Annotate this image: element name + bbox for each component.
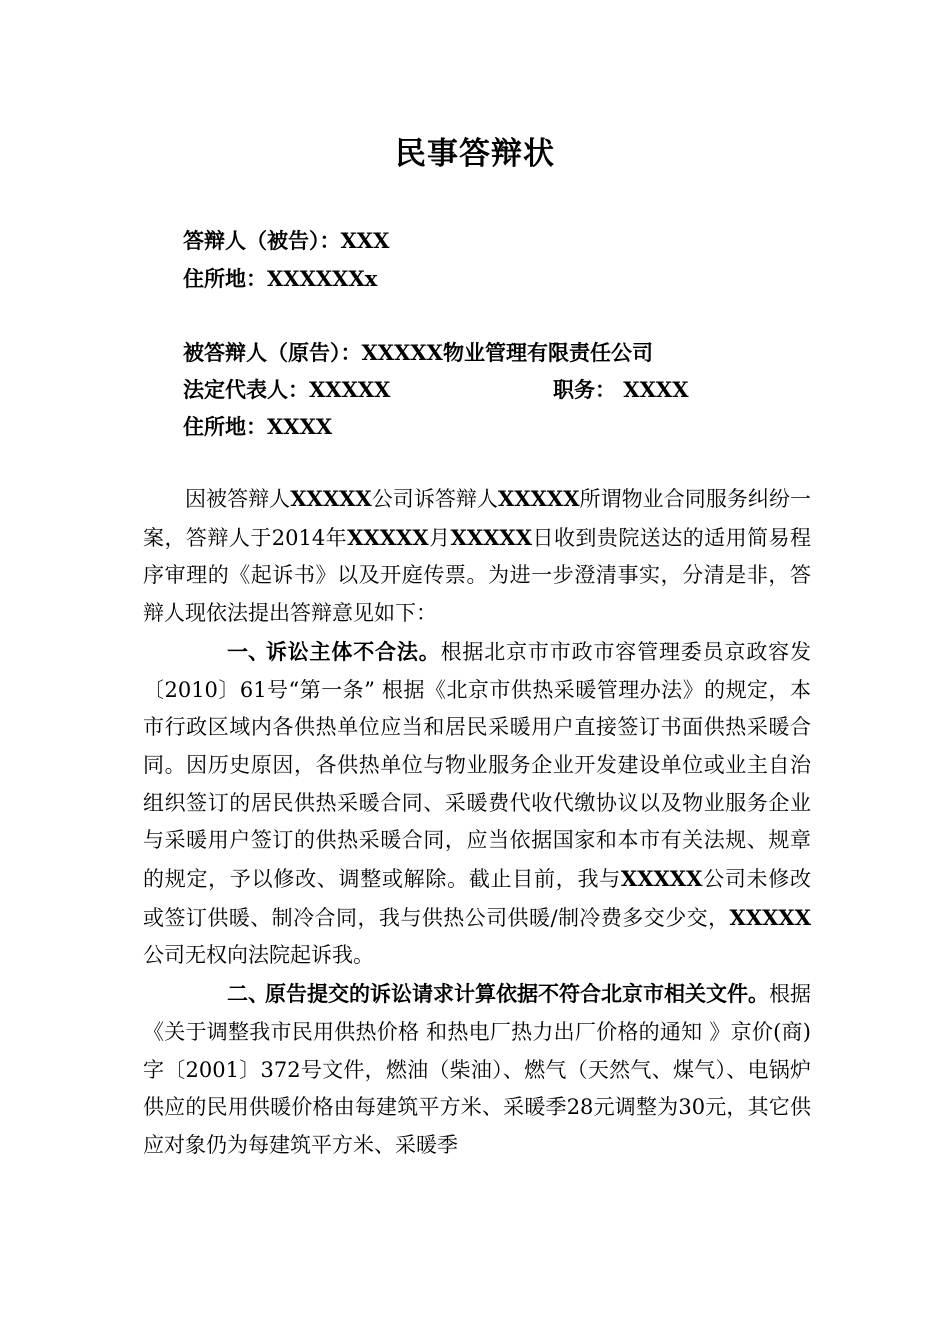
plaintiff-name: 被答辩人（原告）：XXXXX物业管理有限责任公司 [183,340,653,365]
intro-text: 公司诉答辩人 [371,487,499,511]
redacted-placeholder: XXXXX [620,866,703,892]
section-heading: 原告提交的诉讼请求计算依据不符合北京市相关文件。 [265,981,769,1007]
respondent-address: 住所地：XXXXXXx [183,266,378,291]
intro-paragraph [143,480,811,633]
section-one-paragraph [143,633,811,975]
section-number: 一、 [227,638,269,664]
section-number: 二、 [227,981,269,1007]
redacted-placeholder: XXXXX [498,486,580,511]
section-two-paragraph [143,975,811,1165]
section-text: 根据北京市市政市容管理委员京政容发〔2010〕61号“第一条” 根据《北京市供热采暖管理办法》的规定，本市行政区域内各供热单位应当和居民采暖用户直接签订书面供热采暖合同。因历史原因，各供热单位与物业服务企业开发建设单位或业主自治组织签订的居民供热采暖合同、采暖费代收代缴协议以及物业服务企业与采暖用户签订的供热采暖合同，应当依据国家和本市有关法规、规章的规定，予以修改、调整或解除。截止目前，我与 [143,639,812,892]
intro-text: 日收到贵院送达的适用简易程序审理的《起诉书》以及开庭传票。为进一步澄清事实，分清是非，答辩人现依法提出答辩意见如下： [143,525,812,626]
section-text: 公司未修改或签订供暖、制冷合同，我与供热公司供暖/制冷费多交少交， [143,867,812,930]
redacted-placeholder: XXXXX [729,904,811,930]
redacted-placeholder: XXXXX [450,524,533,550]
plaintiff-legal-representative: 法定代表人：XXXXX [183,377,391,402]
respondent-name: 答辩人（被告）：XXX [183,228,390,253]
intro-text: 月 [428,525,451,550]
section-text: 公司无权向法院起诉我。 [143,943,374,968]
intro-text: 因被答辩人 [185,487,291,511]
redacted-placeholder: XXXXX [290,486,372,511]
plaintiff-address: 住所地：XXXX [183,414,333,439]
document-title: 民事答辩状 [395,136,555,172]
redacted-placeholder: XXXXX [347,524,429,550]
intro-text: 所谓物业合同服务纠纷一案，答辩人于2014年 [143,487,812,550]
plaintiff-position: 职务： XXXX [553,377,689,402]
document-body [143,480,811,1165]
section-text: 根据《关于调整我市民用供热价格 和热电厂热力出厂价格的通知 》京价(商)字〔2001〕372号文件，燃油（柴油）、燃气（天然气、煤气）、电锅炉供应的民用供暖价格由每建筑平方米、采暖季28元调整为30元，其它供应对象仍为每建筑平方米、采暖季 [143,982,811,1157]
section-heading: 诉讼主体不合法。 [265,638,441,664]
